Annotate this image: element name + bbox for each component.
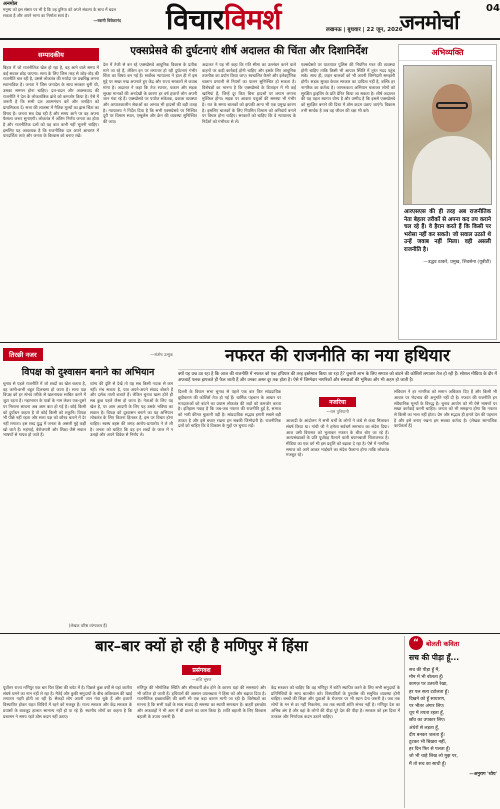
section-title-part2: विमर्श xyxy=(223,3,281,36)
tirchhi-head-row xyxy=(3,348,173,361)
nafrat-body xyxy=(178,389,497,614)
poem-line: मौन में भी बोलता हूँ। xyxy=(409,675,444,681)
quote-mark-icon: “ xyxy=(409,636,423,650)
nafrat-article xyxy=(178,346,497,632)
lead-col-3: एक्सप्रेसवे पर यातायात पुलिस की नियमित गश्त की व्यवस्था होनी चाहिए ताकि किसी भी आपात स्थिति में तुरंत मदद पहुंच सके। साथ ही, वाहन चालकों को भी अपनी जिम्मेदारी समझनी होगी। सड़क सुरक्षा केवल सरकार का दायित्व नहीं है, बल्कि हर नागरिक का कर्तव्य है। जागरूकता अभियान चलाकर लोगों को सुरक्षित ड्राइविंग के प्रति प्रेरित किया जा सकता है। शीर्ष अदालत की यह पहल स्वागत योग्य है और उम्मीद है कि इससे एक्सप्रेसवे को सुरक्षित बनाने की दिशा में ठोस कदम उठाए जाएंगे। विकास तभी सार्थक है जब वह जीवन की रक्षा भी करे। xyxy=(301,62,395,113)
editorial-tag: सम्पादकीय xyxy=(3,48,99,61)
quote-author: —स्वामी विवेकानंद xyxy=(93,18,121,24)
nafrat-col-1: दिल्ली के विधान सभा चुनाव से पहले एक बार फिर सांप्रदायिक ध्रुवीकरण की कोशिशें तेज हो गई हैं। धार्मिक पहचान के आधार पर मतदाताओं को बांटने का प्रयास लोकतंत्र की जड़ों को कमजोर करता है। इतिहास गवाह है कि जब-जब नफरत की राजनीति हुई है, समाज को भारी कीमत चुकानी पड़ी है। सांप्रदायिक सद्भाव हमारी सबसे बड़ी ताकत है और इसे बचाए रखना हम सबकी जिम्मेदारी है। राजनीतिक दलों को चाहिए कि वे विकास के मुद्दों पर चुनाव लड़ें। xyxy=(178,389,281,429)
abhivyakti-quote: आरएसएस की ही तरह अब राजनीतिक नेता बेहतर तरीकों से अपना कद तय कराने चल रहे हैं। वे हैरान करते हैं कि किसी पर भरोसा नहीं कर सकते। जो सवाल उठाते थे उन्हें जवाब नहीं मिला। वही असली राजनीति है। xyxy=(404,209,491,253)
poem-author: —अनुराग 'ध्येय' xyxy=(469,771,497,777)
tirchhi-headline: विपक्ष को दुश्वासन बनाने का अभियान xyxy=(21,367,155,378)
poem-line: टूटकर भी बिखरा नहीं, xyxy=(409,740,447,746)
poem-line: सच की पीड़ा हूँ मैं, xyxy=(409,668,440,673)
photo-glasses xyxy=(436,102,468,109)
bolti-kavita xyxy=(404,636,497,808)
lead-headline: एक्सप्रेसवे की दुर्घटनाएं शीर्ष अदालत की चिंता और दिशानिर्देश xyxy=(130,45,368,57)
poem-label: बोलती कविता xyxy=(426,639,460,648)
poem-line: दिखने को हूँ साधारण, xyxy=(409,696,446,702)
lead-article xyxy=(103,42,395,342)
poem-lines xyxy=(409,667,497,768)
prasang-byline: —शशि भूषण xyxy=(191,677,212,682)
abhivyakti-author: —उद्धव ठाकरे, प्रमुख, शिवसेना (यूबीटी) xyxy=(423,259,491,265)
poem-line: जो भी चाहे लिख लो मुझ पर, xyxy=(409,754,458,760)
poem-header xyxy=(409,636,497,650)
manipur-col-1: पूर्वोत्तर राज्य मणिपुर एक बार फिर हिंसा की चपेट में है। पिछले कुछ वर्षों से यहां जातीय संघर्ष थमने का नाम नहीं ले रहा है। मैतेई और कुकी समुदायों के बीच अविश्वास की खाई लगातार गहरी होती जा रही है। सैकड़ों लोग अपनी जान गंवा चुके हैं और हजारों विस्थापित होकर राहत शिविरों में रहने को मजबूर हैं। राज्य सरकार और केंद्र सरकार के प्रयासों के बावजूद हालात सामान्य नहीं हो पा रहे हैं। स्थानीय लोगों का कहना है कि प्रशासन ने समय रहते ठोस कदम नहीं उठाए। xyxy=(3,685,132,719)
prasang-header xyxy=(3,657,400,683)
nafrat-column-2 xyxy=(286,389,389,614)
poem-line: हर दिन फिर से पलता हूँ। xyxy=(409,747,451,753)
manipur-col-3: केंद्र सरकार को चाहिए कि वह मणिपुर में शांति स्थापित करने के लिए सभी समुदायों के प्रतिनिधियों के साथ बातचीत करे। विस्थापितों के पुनर्वास की समुचित व्यवस्था होनी चाहिए। बच्चों की शिक्षा और युवाओं के रोजगार पर भी ध्यान देना जरूरी है। जब तक लोगों के मन से डर नहीं निकलेगा, तब तक स्थायी शांति संभव नहीं है। मणिपुर देश का अभिन्न अंग है और वहां के लोगों की पीड़ा पूरे देश की पीड़ा है। सरकार को इस दिशा में तत्काल और निर्णायक कदम उठाने चाहिए। xyxy=(271,685,400,719)
editorial-column xyxy=(3,42,99,342)
poem-line: छाँव का उपकार लिए। xyxy=(409,718,446,724)
masthead-quote xyxy=(3,2,121,24)
manipur-article xyxy=(3,636,400,808)
nafrat-col-3: संविधान ने हर नागरिक को समान अधिकार दिए हैं और किसी भी आधार पर भेदभाव की अनुमति नहीं दी है। नफरत की राजनीति इन संवैधानिक मूल्यों के विरुद्ध है। चुनाव आयोग को भी ऐसे भाषणों पर सख्त कार्रवाई करनी चाहिए। जनता को भी समझना होगा कि नफरत से किसी का भला नहीं होता। प्रेम और सद्भाव ही हमारे देश की पहचान है और इसे बनाए रखना हम सबका कर्तव्य है। (लेखक सामाजिक कार्यकर्ता हैं) xyxy=(394,389,497,429)
speaker-photo xyxy=(403,65,492,205)
tirchhi-byline: —संतोष उत्सुक xyxy=(150,351,173,357)
nafrat-col-2: आजादी के आंदोलन में सभी धर्मों के लोगों ने कंधे से कंधा मिलाकर संघर्ष किया था। गांधी जी ने हमेशा सर्वधर्म समभाव का संदेश दिया। आज उसी विरासत को भुलाकर नफरत के बीज बोए जा रहे हैं। अल्पसंख्यकों के प्रति पूर्वाग्रह फैलाने वाली बयानबाजी चिंताजनक है। मीडिया का एक वर्ग भी इस प्रवृत्ति को बढ़ावा दे रहा है। ऐसे में नागरिक समाज को आगे आकर भाईचारे का संदेश फैलाना होगा ताकि लोकतंत्र मजबूत रहे। xyxy=(286,418,389,458)
prasang-tag: प्रसंगवश xyxy=(182,665,220,675)
issue-date: लखनऊ | बुधवार | 22 जून, 2026 xyxy=(326,27,403,33)
page-number: 04 xyxy=(486,3,500,14)
nafrat-column-3 xyxy=(394,389,497,614)
poem-line: धूप में तपता रहता हूँ, xyxy=(409,711,445,717)
tirchhi-col-1: चुनाव से पहले राजनीति में जो शब्दों का खेल चलता है, वह कभी-कभी बहुत दिलचस्प हो जाता है। सत्ता पक्ष विपक्ष को हर संभव तरीके से खलनायक साबित करने में जुटा रहता है। महाभारत के पात्रों के नाम लेकर एक-दूसरे पर निशाना साधना अब आम बात हो गई है। कोई किसी को दुर्योधन कहता है तो कोई किसी को शकुनि। विपक्ष भी पीछे नहीं रहता और सत्ता पक्ष को कौरव बताने में देर नहीं लगाता। इस शब्द युद्ध में जनता के असली मुद्दे कहीं खो जाते हैं। महंगाई, बेरोजगारी और शिक्षा जैसे सवाल भाषणों से गायब हो जाते हैं। xyxy=(3,381,86,438)
tirchhi-nazar-article xyxy=(3,348,173,630)
manipur-headline: बार–बार क्यों हो रही है मणिपुर में हिंसा xyxy=(95,637,308,655)
section-divider xyxy=(0,342,500,343)
poem-line: अंधेरों से लड़ता हूँ, xyxy=(409,725,440,731)
section-title xyxy=(166,0,281,38)
nafrat-headline: नफरत की राजनीति का नया हथियार xyxy=(225,346,450,366)
quote-title: अनमोल xyxy=(3,1,18,7)
editorial-text: बिहार में जो राजनीतिक खेल हो रहा है, वह आने वाले समय में कई सवाल छोड़ जाएगा। सत्ता के लिए जिस तरह से जोड़-तोड़ की राजनीति चल रही है, उससे लोकतंत्र की मर्यादा पर प्रश्नचिह्न लगना स्वाभाविक है। जनता ने जिस जनादेश के साथ सरकार चुनी थी, उसका सम्मान होना चाहिए। दल-बदल और अवसरवाद की राजनीति ने देश के लोकतांत्रिक ढांचे को कमजोर किया है। ऐसे में जरूरी है कि सभी दल आत्ममंथन करें और जनहित को प्राथमिकता दें। सत्ता की लालसा में नैतिक मूल्यों का ह्रास चिंता का विषय है। जनता सब देख रही है और समय आने पर वह अपना फैसला जरूर सुनाएगी। लोकतंत्र में अंतिम निर्णय जनता का होता है और राजनीतिक दलों को यह बात कभी नहीं भूलनी चाहिए। इसलिए यह आवश्यक है कि राजनीतिक दल अपने आचरण में पारदर्शिता लाएं और जनता के विश्वास को बनाए रखें। xyxy=(3,65,99,139)
section-divider-bottom xyxy=(0,633,500,634)
lead-col-1: देश में तेजी से बन रहे एक्सप्रेसवे आधुनिक विकास के प्रतीक माने जा रहे हैं, लेकिन इन पर लगातार हो रही दुर्घटनाएं गंभीर चिंता का विषय बन गई हैं। सर्वोच्च न्यायालय ने हाल ही में इस मुद्दे पर सख्त रुख अपनाते हुए केंद्र और राज्य सरकारों से जवाब मांगा है। अदालत ने कहा कि तेज रफ्तार, थकान और सड़क सुरक्षा मानकों की अनदेखी के कारण हर वर्ष हजारों लोग अपनी जान गंवा रहे हैं। एक्सप्रेसवे पर पर्याप्त संकेतक, प्रकाश व्यवस्था और आपातकालीन सेवाओं का अभाव भी हादसों की बड़ी वजह है। न्यायालय ने निर्देश दिया है कि सभी एक्सप्रेसवे पर निश्चित दूरी पर विश्राम स्थल, एम्बुलेंस और क्रेन की व्यवस्था सुनिश्चित की जाए। xyxy=(103,62,197,125)
lead-body xyxy=(103,62,395,337)
tirchhi-col-2: व्यंग्य की दृष्टि से देखें तो यह सब किसी नाटक से कम नहीं। मंच सजता है, पात्र अपने-अपने संवाद बोलते हैं और दर्शक ताली बजाते हैं। लेकिन चुनाव खत्म होते ही सब कुछ पहले जैसा हो जाता है। नेताओं के लिए यह खेल है, पर आम आदमी के लिए यह उसके भविष्य का सवाल है। विपक्ष को दुश्वासन बनाने का यह अभियान लोकतंत्र के लिए कितना हितकर है, इस पर विचार होना चाहिए। स्वस्थ बहस की जगह आरोप-प्रत्यारोप ने ले ली है। जनता को चाहिए कि वह इन शब्दों के जाल में न उलझे और अपने विवेक से निर्णय ले। xyxy=(90,381,173,438)
section-title-part1: विचार xyxy=(166,3,224,36)
tirchhi-footer: (लेखक वरिष्ठ व्यंग्यकार हैं) xyxy=(68,623,108,628)
nazariya-byline: —राम पुनियानी xyxy=(326,409,349,415)
nazariya-header xyxy=(286,389,389,415)
nazariya-tag: नजरिया xyxy=(319,397,356,407)
masthead xyxy=(0,0,500,40)
photo-shirt xyxy=(412,136,492,205)
quote-text: मनुष्य को इस संसार पर भी है कि वह दुनिया को अपने संकल्प के साथ में बदल सकता है और अपने भाग्य का निर्माता स्वयं है। xyxy=(3,7,116,18)
poem-title: सच की पीड़ा हूँ... xyxy=(409,653,460,662)
manipur-col-2: मणिपुर की भौगोलिक स्थिति और सीमावर्ती क्षेत्र होने के कारण यहां की समस्याएं और भी जटिल हो जाती हैं। हथियारों की आसान उपलब्धता ने हिंसा को और बढ़ावा दिया है। राजनीतिक इच्छाशक्ति की कमी भी एक बड़ा कारण मानी जा रही है। विशेषज्ञों का मानना है कि सभी पक्षों के साथ संवाद ही समस्या का स्थायी समाधान है। बाहरी हस्तक्षेप और अफवाहों ने भी आग में घी डालने का काम किया है। शांति बहाली के लिए विश्वास बहाली के उपाय जरूरी हैं। xyxy=(137,685,266,719)
lead-col-2: अदालत ने यह भी कहा कि गति सीमा का उल्लंघन करने वाले वाहनों पर कड़ी कार्रवाई होनी चाहिए और इसके लिए आधुनिक तकनीक का प्रयोग किया जाए। स्वचालित कैमरे और इलेक्ट्रॉनिक चालान प्रणाली से नियमों का पालन सुनिश्चित हो सकता है। विशेषज्ञों का मानना है कि एक्सप्रेसवे के डिजाइन में भी कई खामियां हैं, जिन्हें दूर किए बिना हादसों पर लगाम लगाना मुश्किल होगा। सड़क पर आवारा पशुओं की समस्या भी गंभीर है। रात के समय चालकों को झपकी आना भी एक प्रमुख कारण है। इसलिए चालकों के लिए नियमित विश्राम को अनिवार्य बनाने पर विचार होना चाहिए। सरकारों को चाहिए कि वे न्यायालय के निर्देशों को गंभीरता से लें। xyxy=(202,62,296,125)
poem-line: हर पल सत्य टटोलता हूँ। xyxy=(409,689,449,695)
tirchhi-body xyxy=(3,381,173,621)
abhivyakti-box xyxy=(398,44,497,340)
nafrat-deck: क्यों यह प्रश्न उठ रहा है कि आज की राजनीति में नफरत को एक हथियार की तरह इस्तेमाल किया जा रहा है? चुनावी लाभ के लिए समाज को बांटने की कोशिशें लगातार तेज हो रही हैं। सोशल मीडिया के दौर में अफवाहें पलक झपकते ही फैल जाती हैं और उनका असर दूर तक होता है। ऐसे में जिम्मेदार नागरिकों और संस्थाओं की भूमिका और भी अहम हो जाती है। xyxy=(178,369,497,386)
nafrat-column-1 xyxy=(178,389,281,614)
poem-line: कागज़ पर उतरती रेखा, xyxy=(409,682,448,688)
poem-line: मैं तो सच का साथी हूँ। xyxy=(409,761,447,767)
poem-line: पर भीतर अंगार लिए। xyxy=(409,704,445,710)
manipur-body xyxy=(3,685,400,809)
paper-logo: जनमोर्चा xyxy=(400,10,459,34)
poem-line: दीप बनकर जलता हूँ। xyxy=(409,732,445,738)
abhivyakti-title: अभिव्यक्ति xyxy=(399,45,496,61)
tirchhi-tag: तिरछी नजर xyxy=(3,348,43,361)
